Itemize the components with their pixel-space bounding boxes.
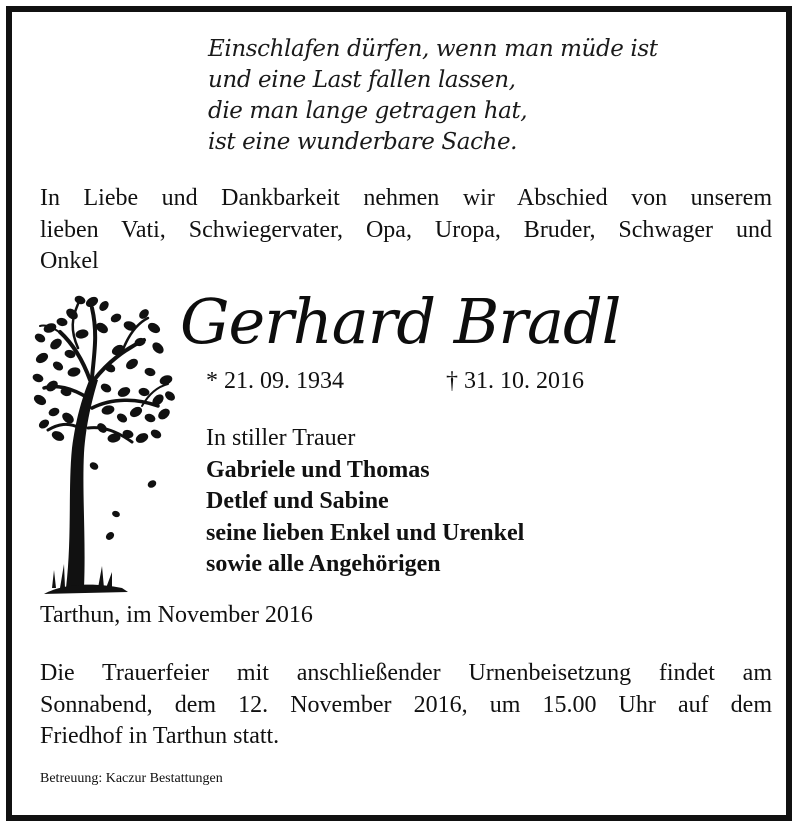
mourners-block [206,423,524,581]
intro-line: lieben Vati, Schwiegervater, Opa, Uropa, Bruder, Schwager und [40,216,772,243]
ceremony-line: Friedhof in Tarthun statt. [40,723,280,749]
intro-line: Onkel [40,248,99,274]
poem-line: die man lange getragen hat, [208,98,528,124]
mourner-name: Detlef und Sabine [206,488,389,514]
ceremony-info [40,658,772,753]
obituary-notice [6,6,792,821]
farewell-intro [40,183,772,278]
birth-date: * 21. 09. 1934 [206,368,344,394]
ceremony-line: Sonnabend, dem 12. November 2016, um 15.00 Uhr auf dem [40,691,772,718]
poem-line: Einschlafen dürfen, wenn man müde ist [208,36,658,62]
mourner-name: seine lieben Enkel und Urenkel [206,519,525,546]
mourners-heading: In stiller Trauer [206,425,356,451]
poem-line: und eine Last fallen lassen, [208,67,516,93]
mourner-name: Gabriele und Thomas [206,456,430,483]
ceremony-line: Die Trauerfeier mit anschließender Urnenbeisetzung findet am [40,660,772,686]
memorial-poem [208,34,658,158]
death-date: † 31. 10. 2016 [446,368,584,394]
tree-icon [32,288,177,598]
deceased-name: Gerhard Bradl [180,285,621,358]
mourner-name: sowie alle Angehörigen [206,551,441,577]
place-and-date: Tarthun, im November 2016 [40,602,313,628]
intro-line: In Liebe und Dankbarkeit nehmen wir Abschied von unserem [40,185,772,211]
undertaker-credit: Betreuung: Kaczur Bestattungen [40,771,223,786]
poem-line: ist eine wunderbare Sache. [208,129,518,155]
